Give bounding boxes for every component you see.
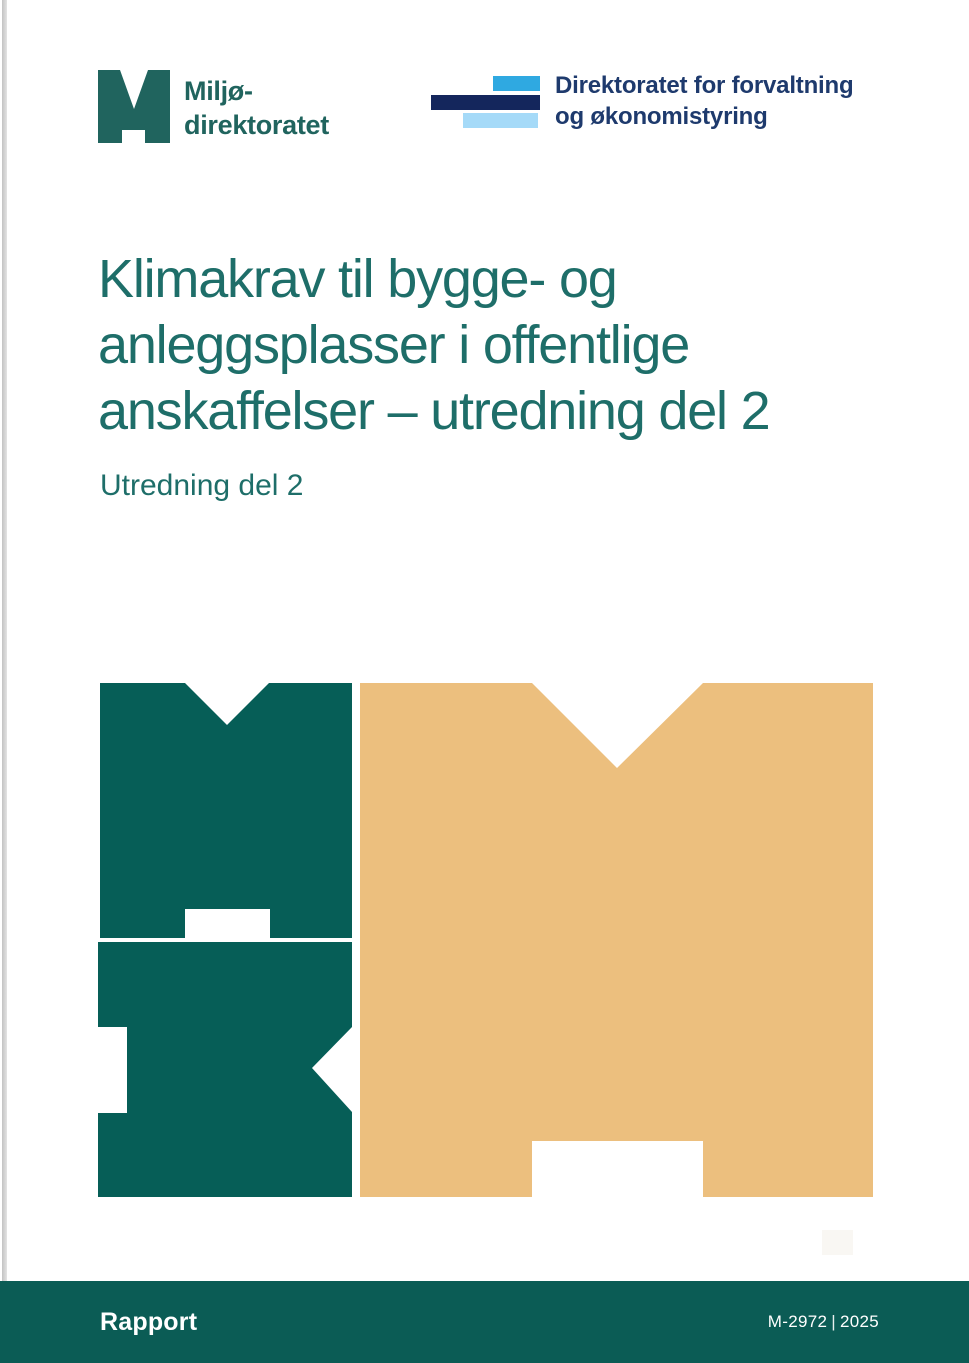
dfo-bar-navy xyxy=(431,95,540,110)
dfo-bar-lightblue xyxy=(463,113,538,128)
dfo-bar-blue xyxy=(493,76,540,91)
faint-square xyxy=(822,1230,853,1255)
dfo-wordmark xyxy=(555,70,853,132)
tan-m-shape-icon xyxy=(360,683,873,1197)
teal-rotated-m-shape-icon xyxy=(98,942,352,1197)
report-id xyxy=(768,1312,879,1332)
dfo-bars-icon xyxy=(431,76,541,128)
dfo-wordmark-line1: Direktoratet for forvaltning xyxy=(555,72,854,99)
footer-bar xyxy=(0,1281,969,1363)
teal-m-shape-icon xyxy=(100,683,352,938)
miljodirektoratet-wordmark-line2: direktoratet xyxy=(184,110,329,140)
report-id-separator: | xyxy=(831,1312,836,1331)
miljodirektoratet-wordmark xyxy=(184,74,329,142)
report-number: M-2972 xyxy=(767,1312,828,1331)
page-title-line1: Klimakrav til bygge- og xyxy=(98,249,617,309)
page-title xyxy=(98,246,770,444)
dfo-wordmark-line2: og økonomistyring xyxy=(555,103,768,130)
report-type-label: Rapport xyxy=(100,1307,198,1336)
page-title-line2: anleggsplasser i offentlige xyxy=(98,315,690,375)
page-subtitle: Utredning del 2 xyxy=(100,469,304,502)
report-year: 2025 xyxy=(839,1312,879,1331)
page-title-line3: anskaffelser – utredning del 2 xyxy=(98,381,770,441)
page-edge-strip xyxy=(2,0,7,1281)
miljodirektoratet-wordmark-line1: Miljø- xyxy=(184,76,253,106)
miljodirektoratet-m-icon xyxy=(98,70,170,143)
